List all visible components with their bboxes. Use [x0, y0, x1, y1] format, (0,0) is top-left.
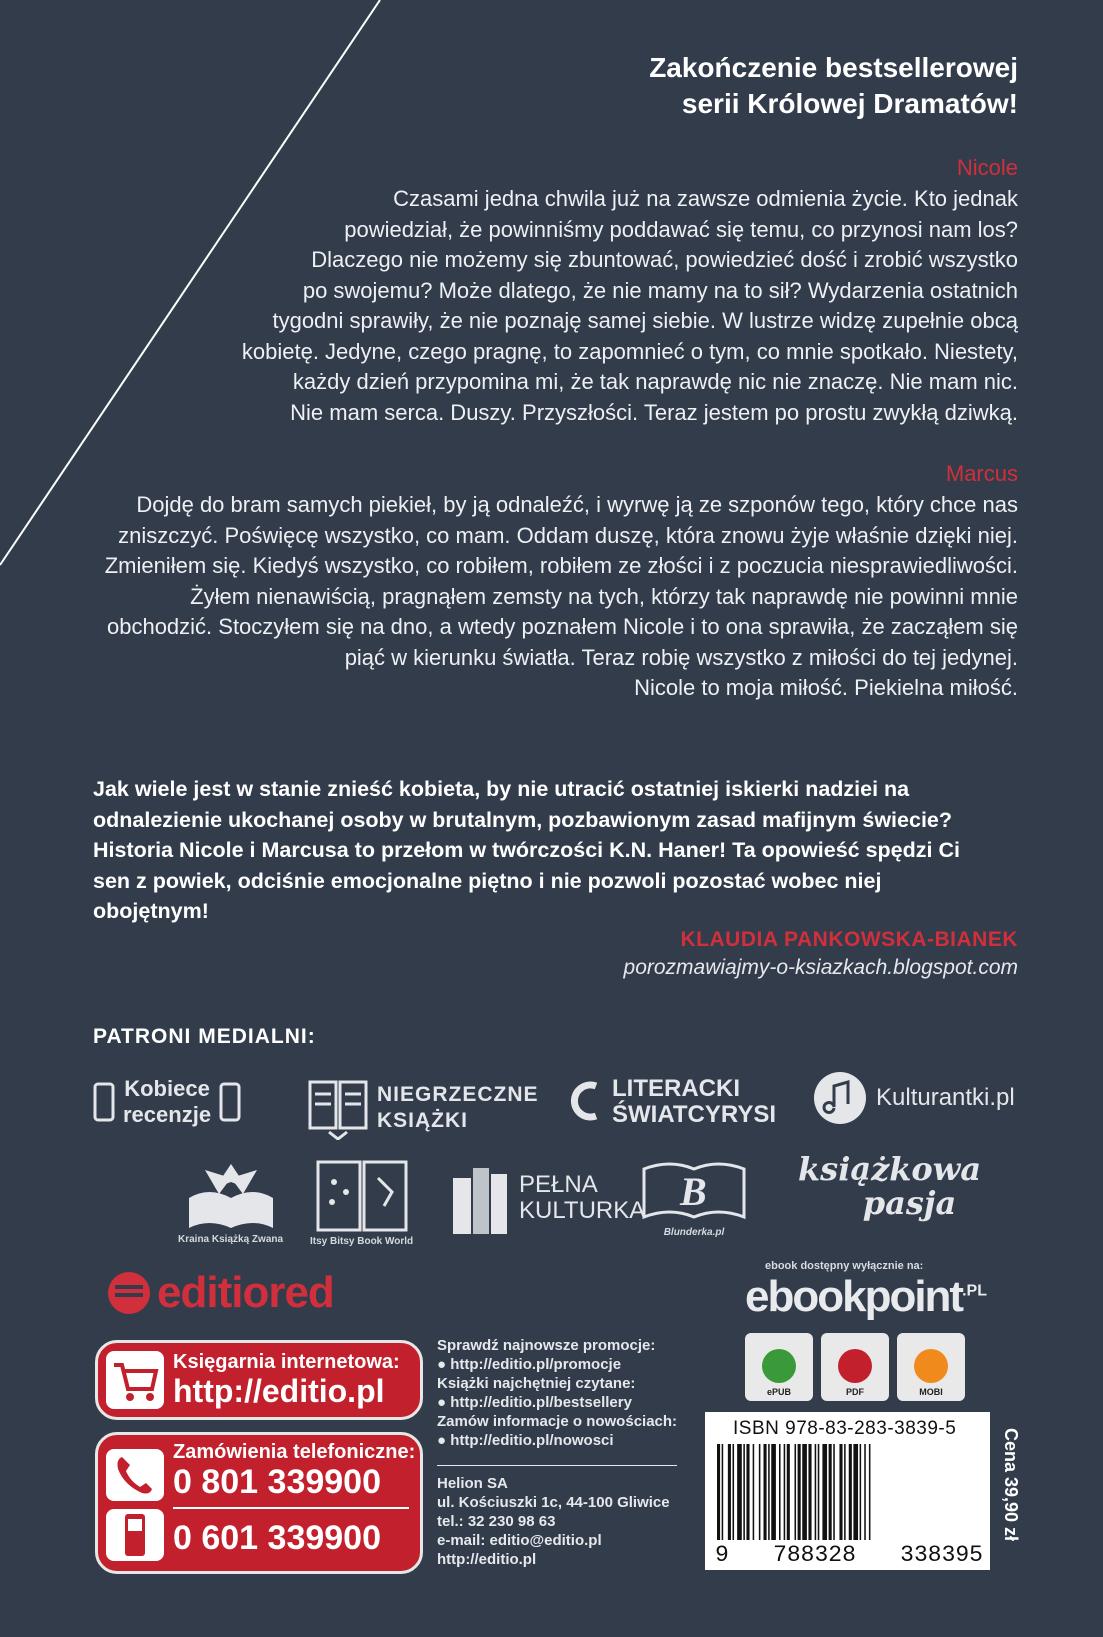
blurb-line: Dojdę do bram samych piekieł, by ją odnaleźć, i wyrwę ją ze szponów tego, który chce nas: [136, 492, 1018, 517]
patron-label: KULTURKA: [519, 1197, 646, 1224]
ebookpoint-logo: [745, 1272, 987, 1322]
marcus-blurb: [105, 490, 1018, 704]
blurb-line: piąć w kierunku światła. Teraz robię wszystko z miłości do tej jedynej.: [344, 644, 1018, 670]
ean-part: 788328: [773, 1542, 856, 1568]
patron-kobiece-recenzje: [93, 1076, 241, 1128]
barcode-bar: [753, 1444, 755, 1540]
cart-icon-box: [106, 1351, 164, 1409]
blurb-line: Dlaczego nie możemy się zbuntować, powiedzieć dość i zrobić wszystko: [311, 247, 1018, 272]
fairy-book-icon: [314, 1158, 410, 1234]
review-line: sen z powiek, odciśnie emocjonalne piętno i nie pozwoli pozostać wobec niej: [93, 868, 882, 893]
ean-digits: [715, 1542, 983, 1568]
barcode-bar: [844, 1444, 846, 1540]
patron-label: Kulturantki.pl: [876, 1084, 1015, 1111]
review-site: porozmawiajmy-o-ksiazkach.blogspot.com: [623, 956, 1018, 979]
address-line: tel.: 32 230 98 63: [437, 1513, 556, 1530]
editio-logo-text: editiored: [157, 1268, 334, 1317]
marcus-title: Marcus: [945, 461, 1018, 486]
barcode-bar: [728, 1444, 731, 1540]
patron-label: Blunderka.pl: [663, 1227, 725, 1238]
barcode-bar: [802, 1444, 807, 1540]
phone-icon: [106, 1449, 164, 1501]
book-icon: [219, 1082, 241, 1122]
phone-box: [95, 1432, 423, 1574]
barcode-bar: [787, 1444, 790, 1540]
patron-literacki-swiat: [566, 1076, 776, 1128]
format-label: ePUB: [766, 1387, 791, 1397]
patrons-title: PATRONI MEDIALNI:: [93, 1025, 316, 1048]
mobi-icon: [914, 1349, 948, 1383]
blurb-line: kobietę. Jedyne, czego pragnę, to zapomnieć o tym, co mnie spotkało. Niestety,: [241, 338, 1018, 364]
barcode-bar: [717, 1444, 720, 1540]
patron-label: recenzje: [123, 1102, 212, 1127]
pdf-icon: [838, 1349, 872, 1383]
shop-label: Księgarnia internetowa:: [173, 1351, 400, 1373]
headline: [418, 50, 1018, 122]
barcode-bar: [829, 1444, 832, 1540]
blurb-line: zniszczyć. Poświęcę wszystko, co mam. Oddam duszę, która znowu żyje właśnie dzięki niej.: [118, 522, 1018, 548]
review-line: odnalezienie ukochanej osoby w brutalnym, pozbawionym zasad mafijnym świecie?: [93, 807, 953, 832]
shop-box[interactable]: [95, 1340, 423, 1420]
blurb-line: Nie mam serca. Duszy. Przyszłości. Teraz jestem po prostu zwykłą dziwką.: [290, 399, 1018, 425]
patron-label: Kobiece: [124, 1076, 210, 1101]
barcode-bar: [818, 1444, 820, 1540]
barcode-bar: [779, 1444, 781, 1540]
address-line: ul. Kościuszki 1c, 44-100 Gliwice: [437, 1494, 670, 1511]
patron-kulturantki: [812, 1070, 1015, 1126]
review-text: [93, 774, 1023, 927]
promo-links: [437, 1336, 677, 1450]
info-line: Sprawdź najnowsze promocje:: [437, 1337, 656, 1354]
patron-ksiazkowa-pasja: [798, 1152, 981, 1220]
patron-blunderka: [640, 1155, 748, 1238]
mobile-icon: [106, 1509, 164, 1561]
review-line: obojętnym!: [93, 899, 209, 923]
ebook-formats: [745, 1333, 965, 1401]
music-circle-icon: [812, 1070, 868, 1126]
blurb-line: po swojemu? Może dlatego, że nie mamy na to sił? Wydarzenia ostatnich: [302, 277, 1018, 303]
blurb-line: tygodni sprawiły, że nie poznaję samej siebie. W lustrze widzę zupełnie obcą: [272, 308, 1018, 333]
patron-label: książkowa: [798, 1150, 982, 1188]
barcode-bar: [746, 1444, 749, 1540]
ebookpoint-sup: .PL: [962, 1282, 987, 1300]
phone-label: Zamówienia telefoniczne:: [173, 1441, 416, 1463]
ean-part: 9: [715, 1542, 729, 1568]
blurb-line: Czasami jedna chwila już na zawsze odmienia życie. Kto jednak: [393, 186, 1018, 211]
barcode-bar: [771, 1444, 776, 1540]
book-icon: [93, 1082, 115, 1122]
patron-label: ŚWIATCYRYSI: [612, 1101, 777, 1128]
dragon-book-icon: [185, 1158, 277, 1232]
blurb-line: obchodzić. Stoczyłem się na dno, a wtedy poznałem Nicole i to ona sprawiła, że zacząłem się: [106, 614, 1018, 639]
epub-icon: [762, 1349, 796, 1383]
ebook-note: ebook dostępny wyłącznie na:: [765, 1260, 924, 1272]
headline-line: serii Królowej Dramatów!: [681, 88, 1018, 119]
barcode-bar: [853, 1444, 858, 1540]
address-line: Helion SA: [437, 1475, 508, 1492]
blurb-line: Żyłem nienawiścią, pragnąłem zemsty na tych, którzy tak naprawdę nie powinni mnie: [190, 583, 1018, 609]
isbn-text: ISBN 978-83-283-3839-5: [733, 1418, 957, 1439]
barcode-bar: [798, 1444, 801, 1540]
ebookpoint-text: ebookpoint: [745, 1272, 963, 1321]
address-line[interactable]: http://editio.pl: [437, 1551, 537, 1568]
info-line: Zamów informacje o nowościach:: [437, 1413, 678, 1430]
format-label: PDF: [846, 1387, 864, 1397]
barcode-block: [705, 1412, 990, 1570]
barcode-bar: [822, 1444, 827, 1540]
barcode-bar: [743, 1444, 745, 1540]
books-stack-icon: [449, 1160, 511, 1236]
barcode-bar: [839, 1444, 842, 1540]
barcode-bar: [737, 1444, 742, 1540]
c-logo-icon: [566, 1076, 604, 1128]
barcode-bar: [849, 1444, 852, 1540]
publisher-address: [437, 1474, 670, 1569]
patron-label: pasja: [862, 1184, 957, 1222]
barcode-bar: [784, 1444, 786, 1540]
barcode-bar: [869, 1444, 871, 1540]
barcode-bar: [768, 1444, 770, 1540]
mobi-format: [897, 1333, 965, 1401]
price: Cena 39,90 zł: [1001, 1428, 1021, 1542]
review-line: Historia Nicole i Marcusa to przełom w twórczości K.N. Haner! Ta opowieść spędzi Ci: [93, 838, 960, 862]
patron-label: PEŁNA: [519, 1171, 598, 1198]
review-line: Jak wiele jest w stanie znieść kobieta, by nie utracić ostatniej iskierki nadziei na: [93, 777, 910, 801]
patron-pelna-kulturka: [449, 1160, 645, 1236]
format-label: MOBI: [919, 1387, 943, 1397]
phone-number-2[interactable]: 0 601 339900: [173, 1519, 381, 1557]
barcode-bar: [733, 1444, 735, 1540]
barcode-bar: [722, 1444, 724, 1540]
patron-niegrzeczne-ksiazki: [307, 1076, 539, 1140]
phone-number-1[interactable]: 0 801 339900: [173, 1463, 381, 1501]
headline-line: Zakończenie bestsellerowej: [649, 52, 1018, 83]
cart-icon: [106, 1351, 164, 1409]
nicole-title: Nicole: [956, 155, 1018, 180]
barcode-bar: [808, 1444, 811, 1540]
pdf-format: [821, 1333, 889, 1401]
mobile-icon-box: [106, 1509, 164, 1561]
blurb-line: każdy dzień przypomina mi, że tak naprawdę nic nie znaczę. Nie mam nic.: [292, 369, 1018, 394]
editio-logo-icon: [107, 1271, 151, 1315]
barcode-bar: [759, 1444, 761, 1540]
bestsellers-link[interactable]: ● http://editio.pl/bestsellery: [437, 1394, 632, 1411]
blurb-line: Nicole to moja miłość. Piekielna miłość.: [634, 675, 1018, 700]
patron-label: KSIĄŻKI: [377, 1109, 468, 1132]
promo-link[interactable]: ● http://editio.pl/promocje: [437, 1356, 622, 1373]
news-link[interactable]: ● http://editio.pl/nowosci: [437, 1432, 614, 1449]
info-line: Książki najchętniej czytane:: [437, 1375, 636, 1392]
barcode-bar: [764, 1444, 767, 1540]
review-author: KLAUDIA PANKOWSKA-BIANEK: [680, 928, 1018, 951]
ean-part: 338395: [900, 1542, 983, 1568]
patron-label: NIEGRZECZNE: [377, 1083, 539, 1106]
barcode: [715, 1444, 983, 1544]
nicole-blurb: [242, 184, 1018, 428]
phone-divider: [173, 1507, 409, 1509]
patron-label: LITERACKI: [612, 1075, 740, 1102]
barcode-bar: [860, 1444, 862, 1540]
barcode-bar: [795, 1444, 797, 1540]
barcode-bar: [815, 1444, 817, 1540]
open-book-icon: [307, 1076, 369, 1140]
blurb-line: Zmieniłem się. Kiedyś wszystko, co robiłem, robiłem ze złości i z poczucia niesprawiedliwości.: [104, 553, 1018, 578]
epub-format: [745, 1333, 813, 1401]
barcode-bar: [833, 1444, 835, 1540]
info-divider: [437, 1465, 677, 1466]
phone-icon-box: [106, 1449, 164, 1501]
address-line[interactable]: e-mail: editio@editio.pl: [437, 1532, 602, 1549]
editio-red-logo: [107, 1268, 334, 1318]
barcode-bar: [864, 1444, 866, 1540]
patron-kraina: [178, 1158, 283, 1245]
patron-label: Itsy Bitsy Book World: [310, 1236, 414, 1247]
b-book-icon: [640, 1155, 748, 1225]
patron-itsy-bitsy: [310, 1158, 413, 1247]
patron-label: Kraina Książką Zwana: [178, 1234, 284, 1245]
shop-url-link[interactable]: http://editio.pl: [173, 1373, 385, 1409]
blurb-line: powiedział, że powinniśmy poddawać się temu, co przynosi nam los?: [344, 216, 1018, 242]
svg-text:B: B: [680, 1169, 707, 1214]
